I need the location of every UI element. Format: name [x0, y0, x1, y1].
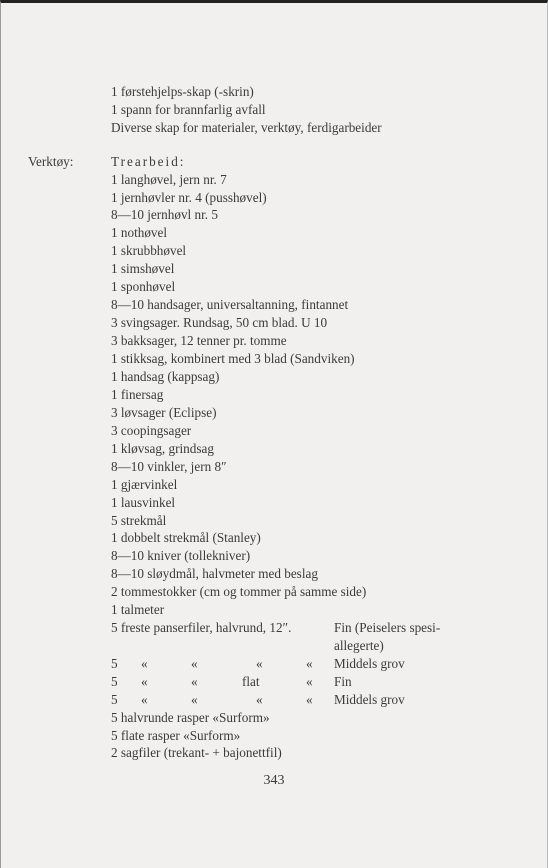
list-item: 1 kløvsag, grindsag — [111, 441, 214, 456]
file-grade: Middels grov — [334, 692, 405, 707]
ditto-mark: « — [141, 692, 148, 707]
ditto-mark: « — [191, 656, 198, 671]
list-item: 2 tommestokker (cm og tommer på samme side) — [111, 584, 367, 599]
list-item: 8—10 sløydmål, halvmeter med beslag — [111, 566, 318, 581]
list-item: 8—10 jernhøvl nr. 5 — [111, 207, 218, 222]
list-item: 3 svingsager. Rundsag, 50 cm blad. U 10 — [111, 315, 328, 330]
ditto-mark: « — [306, 692, 313, 707]
ditto-mark: « — [306, 674, 313, 689]
list-item: 8—10 handsager, universaltanning, fintannet — [111, 297, 349, 312]
list-item: 3 coopingsager — [111, 423, 192, 438]
ditto-mark: « — [256, 692, 263, 707]
list-item: 1 finersag — [111, 387, 164, 402]
intro-line: Diverse skap for materialer, verktøy, ferdigarbeider — [111, 120, 382, 135]
list-item: 2 sagfiler (trekant- + bajonettfil) — [111, 745, 282, 760]
file-qty: 5 — [111, 656, 118, 671]
file-row — [111, 691, 405, 708]
list-item: 8—10 vinkler, jern 8″ — [111, 459, 227, 474]
file-row — [111, 673, 352, 690]
list-item: 1 jernhøvler nr. 4 (pusshøvel) — [111, 190, 267, 205]
file-grade: Middels grov — [334, 656, 405, 671]
list-item: 1 dobbelt strekmål (Stanley) — [111, 530, 261, 545]
ditto-mark: « — [306, 656, 313, 671]
file-grade: Fin (Peiselers spesi- — [334, 620, 441, 635]
ditto-mark: « — [256, 656, 263, 671]
list-item: 1 gjærvinkel — [111, 477, 178, 492]
list-item: 5 flate rasper «Surform» — [111, 728, 241, 743]
file-qty: 5 — [111, 692, 118, 707]
list-item: 1 langhøvel, jern nr. 7 — [111, 172, 227, 187]
file-qty: 5 — [111, 674, 118, 689]
ditto-mark: « — [141, 656, 148, 671]
section-heading: Trearbeid: — [111, 154, 186, 169]
file-grade: Fin — [334, 674, 352, 689]
list-item: 1 nothøvel — [111, 225, 168, 240]
page-number: 343 — [263, 773, 285, 788]
list-item: 1 lausvinkel — [111, 495, 176, 510]
list-item: 1 talmeter — [111, 602, 165, 617]
intro-line: 1 spann for brannfarlig avfall — [111, 102, 266, 117]
list-item: 1 sponhøvel — [111, 279, 176, 294]
list-item: 5 strekmål — [111, 513, 167, 528]
file-line-main — [111, 619, 441, 636]
file-grade-cont: allegerte) — [334, 638, 384, 653]
section-label: Verktøy: — [28, 154, 74, 169]
ditto-mark: « — [141, 674, 148, 689]
list-item: 3 bakksager, 12 tenner pr. tomme — [111, 333, 287, 348]
file-shape: flat — [242, 674, 260, 689]
list-item: 5 halvrunde rasper «Surform» — [111, 710, 270, 725]
file-description: 5 freste panserfiler, halvrund, 12″. — [111, 620, 292, 635]
list-item: 1 skrubbhøvel — [111, 243, 187, 258]
list-item: 8—10 kniver (tollekniver) — [111, 548, 251, 563]
list-item: 1 simshøvel — [111, 261, 175, 276]
ditto-mark: « — [191, 674, 198, 689]
list-item: 1 handsag (kappsag) — [111, 369, 220, 384]
ditto-mark: « — [191, 692, 198, 707]
file-row — [111, 655, 405, 672]
intro-line: 1 førstehjelps-skap (-skrin) — [111, 84, 254, 99]
list-item: 1 stikksag, kombinert med 3 blad (Sandviken) — [111, 351, 355, 366]
list-item: 3 løvsager (Eclipse) — [111, 405, 217, 420]
